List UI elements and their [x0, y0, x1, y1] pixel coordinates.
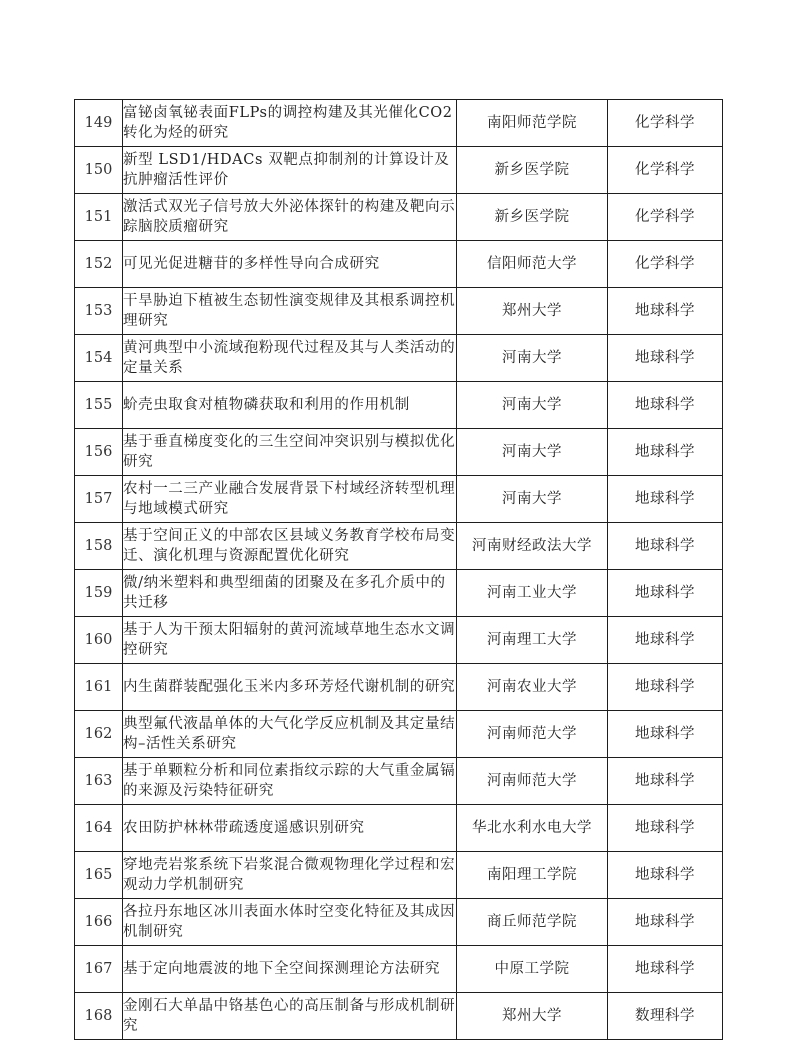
project-number: 151	[75, 194, 123, 241]
project-number: 152	[75, 241, 123, 288]
project-number: 161	[75, 664, 123, 711]
institution: 南阳理工学院	[457, 852, 608, 899]
institution: 郑州大学	[457, 993, 608, 1040]
project-number: 149	[75, 100, 123, 147]
table-row	[75, 382, 723, 429]
table-row	[75, 429, 723, 476]
table-row	[75, 194, 723, 241]
institution: 河南师范大学	[457, 758, 608, 805]
table-row	[75, 758, 723, 805]
discipline: 地球科学	[608, 946, 723, 993]
project-number: 164	[75, 805, 123, 852]
discipline: 地球科学	[608, 523, 723, 570]
institution: 南阳师范学院	[457, 100, 608, 147]
project-title: 干旱胁迫下植被生态韧性演变规律及其根系调控机理研究	[123, 288, 457, 335]
project-title: 各拉丹东地区冰川表面水体时空变化特征及其成因机制研究	[123, 899, 457, 946]
discipline: 化学科学	[608, 147, 723, 194]
discipline: 地球科学	[608, 335, 723, 382]
table-row	[75, 335, 723, 382]
institution: 信阳师范大学	[457, 241, 608, 288]
project-number: 154	[75, 335, 123, 382]
project-number: 157	[75, 476, 123, 523]
table-row	[75, 523, 723, 570]
project-number: 167	[75, 946, 123, 993]
discipline: 地球科学	[608, 617, 723, 664]
discipline: 地球科学	[608, 382, 723, 429]
institution: 河南师范大学	[457, 711, 608, 758]
project-title: 激活式双光子信号放大外泌体探针的构建及靶向示踪脑胶质瘤研究	[123, 194, 457, 241]
table-row	[75, 946, 723, 993]
project-title: 可见光促进糖苷的多样性导向合成研究	[123, 241, 457, 288]
project-number: 166	[75, 899, 123, 946]
table-row	[75, 100, 723, 147]
project-list-table	[74, 99, 723, 1040]
table-row	[75, 805, 723, 852]
project-title: 基于单颗粒分析和同位素指纹示踪的大气重金属镉的来源及污染特征研究	[123, 758, 457, 805]
institution: 华北水利水电大学	[457, 805, 608, 852]
project-title: 黄河典型中小流域孢粉现代过程及其与人类活动的定量关系	[123, 335, 457, 382]
institution: 河南大学	[457, 429, 608, 476]
project-title: 新型 LSD1/HDACs 双靶点抑制剂的计算设计及抗肿瘤活性评价	[123, 147, 457, 194]
discipline: 地球科学	[608, 429, 723, 476]
table-row	[75, 899, 723, 946]
project-title: 基于垂直梯度变化的三生空间冲突识别与模拟优化研究	[123, 429, 457, 476]
table-row	[75, 288, 723, 335]
institution: 商丘师范学院	[457, 899, 608, 946]
project-title: 金刚石大单晶中铬基色心的高压制备与形成机制研究	[123, 993, 457, 1040]
project-number: 153	[75, 288, 123, 335]
project-number: 168	[75, 993, 123, 1040]
project-number: 156	[75, 429, 123, 476]
project-title: 微/纳米塑料和典型细菌的团聚及在多孔介质中的共迁移	[123, 570, 457, 617]
project-number: 150	[75, 147, 123, 194]
project-number: 160	[75, 617, 123, 664]
institution: 中原工学院	[457, 946, 608, 993]
project-title: 蚧壳虫取食对植物磷获取和利用的作用机制	[123, 382, 457, 429]
table-row	[75, 711, 723, 758]
project-number: 159	[75, 570, 123, 617]
project-number: 165	[75, 852, 123, 899]
table-row	[75, 147, 723, 194]
discipline: 化学科学	[608, 194, 723, 241]
discipline: 地球科学	[608, 758, 723, 805]
project-title: 典型氟代液晶单体的大气化学反应机制及其定量结构–活性关系研究	[123, 711, 457, 758]
project-number: 155	[75, 382, 123, 429]
institution: 河南财经政法大学	[457, 523, 608, 570]
table-row	[75, 570, 723, 617]
discipline: 地球科学	[608, 476, 723, 523]
project-title: 基于空间正义的中部农区县域义务教育学校布局变迁、演化机理与资源配置优化研究	[123, 523, 457, 570]
project-title: 基于人为干预太阳辐射的黄河流域草地生态水文调控研究	[123, 617, 457, 664]
project-number: 158	[75, 523, 123, 570]
table-row	[75, 664, 723, 711]
institution: 河南大学	[457, 382, 608, 429]
institution: 河南理工大学	[457, 617, 608, 664]
project-title: 基于定向地震波的地下全空间探测理论方法研究	[123, 946, 457, 993]
table-row	[75, 617, 723, 664]
project-title: 农田防护林林带疏透度遥感识别研究	[123, 805, 457, 852]
project-number: 162	[75, 711, 123, 758]
discipline: 地球科学	[608, 711, 723, 758]
institution: 新乡医学院	[457, 147, 608, 194]
table-body	[75, 100, 723, 1040]
discipline: 化学科学	[608, 241, 723, 288]
project-number: 163	[75, 758, 123, 805]
discipline: 地球科学	[608, 570, 723, 617]
table-row	[75, 476, 723, 523]
discipline: 地球科学	[608, 664, 723, 711]
table-row	[75, 852, 723, 899]
project-title: 富铋卤氧铋表面FLPs的调控构建及其光催化CO2转化为烃的研究	[123, 100, 457, 147]
discipline: 地球科学	[608, 288, 723, 335]
discipline: 地球科学	[608, 852, 723, 899]
table-row	[75, 241, 723, 288]
table-row	[75, 993, 723, 1040]
institution: 河南工业大学	[457, 570, 608, 617]
discipline: 化学科学	[608, 100, 723, 147]
institution: 新乡医学院	[457, 194, 608, 241]
institution: 河南大学	[457, 335, 608, 382]
discipline: 地球科学	[608, 805, 723, 852]
project-title: 内生菌群装配强化玉米内多环芳烃代谢机制的研究	[123, 664, 457, 711]
institution: 郑州大学	[457, 288, 608, 335]
discipline: 地球科学	[608, 899, 723, 946]
institution: 河南大学	[457, 476, 608, 523]
discipline: 数理科学	[608, 993, 723, 1040]
project-title: 穿地壳岩浆系统下岩浆混合微观物理化学过程和宏观动力学机制研究	[123, 852, 457, 899]
project-title: 农村一二三产业融合发展背景下村域经济转型机理与地域模式研究	[123, 476, 457, 523]
institution: 河南农业大学	[457, 664, 608, 711]
